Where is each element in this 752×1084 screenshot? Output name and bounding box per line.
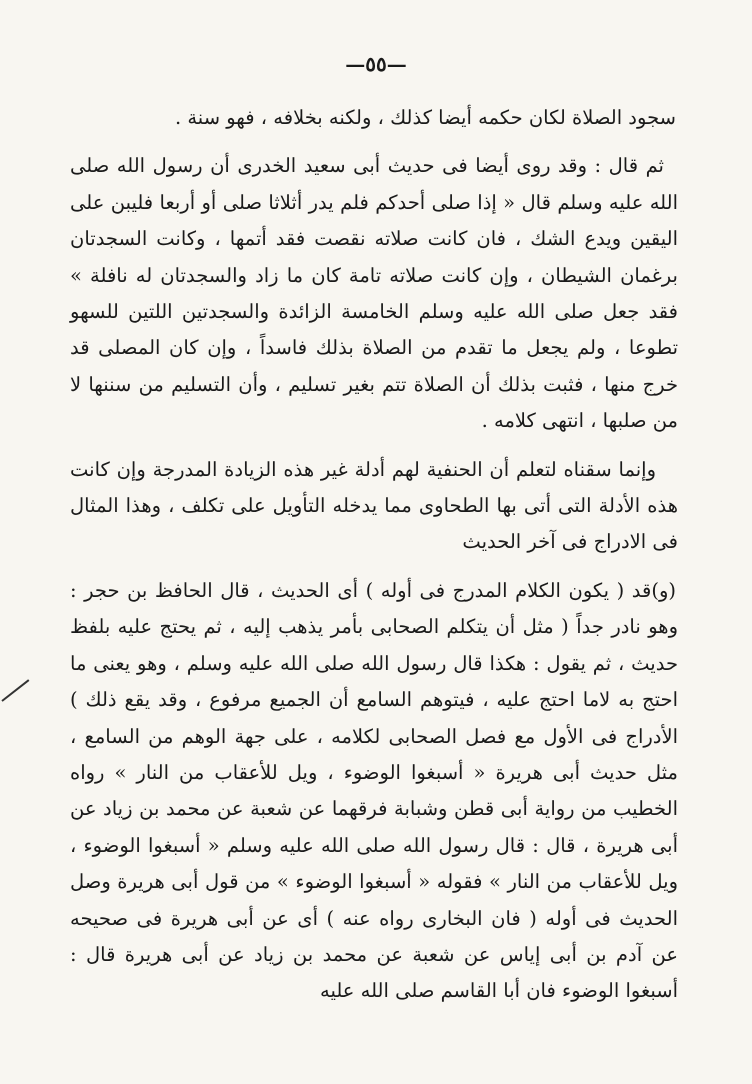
paragraph-3: وإنما سقناه لتعلم أن الحنفية لهم أدلة غير هذه الزيادة المدرجة وإن كانت هذه الأدلة التى أتى بها الطحاوى مما يدخله التأويل على تكلف ، وهذا المثال فى الادراج فى آخر الحديث [70,457,678,554]
paragraph-2: ثم قال : وقد روى أيضا فى حديث أبى سعيد الخدرى أن رسول الله صلى الله عليه وسلم قال « إذا صلى أحدكم فلم يدر أثلاثا صلى أو أربعا فليبن على اليقين ويدع الشك ، فان كانت صلاته نقصت فقد أتمها ، وكانت السجدتان برغمان الشيطان ، وإن كانت صلاته تامة كان ما زاد والسجدتان له نافلة » فقد جعل صلى الله عليه وسلم الخامسة الزائدة والسجدتين اللتين للسهو تطوعا ، ولم يجعل ما تقدم من الصلاة بذلك فاسداً ، وإن كان المصلى قد خرج منها ، فثبت بذلك أن الصلاة تتم بغير تسليم ، وأن التسليم من سننها لا من صلبها ، انتهى كلامه . [70,154,678,433]
body-text [70,100,678,1010]
paragraph-1: سجود الصلاة لكان حكمه أيضا كذلك ، ولكنه بخلافه ، فهو سنة . [174,106,676,129]
paragraph-4: (و)قد ( يكون الكلام المدرج فى أوله ) أى الحديث ، قال الحافظ بن حجر : وهو نادر جداً ( مثل أن يتكلم الصحابى بأمر يذهب إليه ، ثم يحتج عليه بلفظ حديث ، ثم يقول : هكذا قال رسول الله صلى الله عليه وسلم ، وهو يعنى ما احتج به لاما احتج عليه ، فيتوهم السامع أن الجميع مرفوع ، وقد يقع ذلك ) الأدراج فى الأول مع فصل الصحابى لكلامه ، على جهة الوهم من السامع ، مثل حديث أبى هريرة « أسبغوا الوضوء ، ويل للأعقاب من النار » رواه الخطيب من رواية أبى قطن وشبابة فرقهما عن شعبة عن محمد بن زياد عن أبى هريرة ، قال : قال رسول الله صلى الله عليه وسلم « أسبغوا الوضوء ، ويل للأعقاب من النار » فقوله « أسبغوا الوضوء » من قول أبى هريرة وصل الحديث فى أوله ( فان البخارى رواه عنه ) أى عن أبى هريرة فى صحيحه عن آدم بن أبى إياس عن شعبة عن محمد بن زياد عن أبى هريرة قال : أسبغوا الوضوء فان أبا القاسم صلى الله عليه [70,578,678,1003]
margin-pen-mark [1,679,29,702]
page-number: —٥٥— [345,52,407,76]
